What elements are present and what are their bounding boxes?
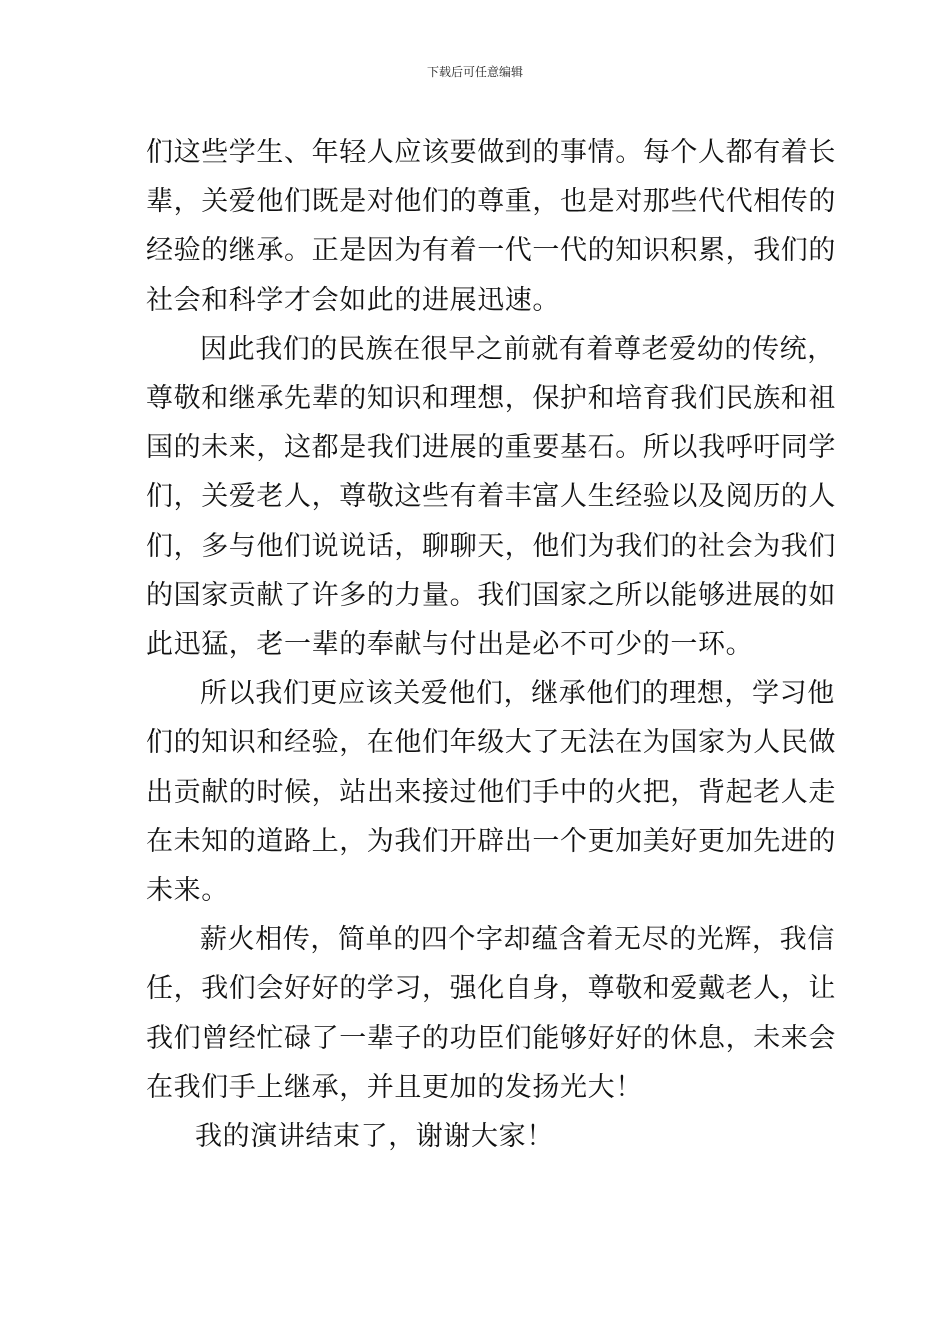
closing-line: 我的演讲结束了，谢谢大家！ <box>195 1121 554 1153</box>
paragraph-start-line: 所以我们更应该关爱他们，继承他们的理想，学习他 <box>200 678 835 710</box>
text-line: 在我们手上继承，并且更加的发扬光大！ <box>146 1071 643 1103</box>
text-line: 尊敬和继承先辈的知识和理想，保护和培育我们民族和祖 <box>146 383 836 415</box>
text-line: 国的未来，这都是我们进展的重要基石。所以我呼吁同学 <box>146 432 836 464</box>
text-line: 经验的继承。正是因为有着一代一代的知识积累，我们的 <box>146 235 836 267</box>
text-line: 们，关爱老人，尊敬这些有着丰富人生经验以及阅历的人 <box>146 481 836 513</box>
paragraph-start-line: 因此我们的民族在很早之前就有着尊老爱幼的传统， <box>200 333 835 365</box>
text-line: 在未知的道路上，为我们开辟出一个更加美好更加先进的 <box>146 825 836 857</box>
paragraph-start-line: 薪火相传，简单的四个字却蕴含着无尽的光辉，我信 <box>200 924 835 956</box>
page-header-note: 下载后可任意编辑 <box>426 65 523 79</box>
text-line: 们这些学生、年轻人应该要做到的事情。每个人都有着长 <box>146 137 836 168</box>
text-line: 出贡献的时候，站出来接过他们手中的火把，背起老人走 <box>146 776 836 808</box>
text-line: 们，多与他们说说话，聊聊天，他们为我们的社会为我们 <box>146 530 836 562</box>
text-line: 社会和科学才会如此的进展迅速。 <box>146 284 560 316</box>
speech-body <box>146 128 836 1161</box>
text-line: 辈，关爱他们既是对他们的尊重，也是对那些代代相传的 <box>146 186 836 218</box>
text-line: 未来。 <box>146 875 229 907</box>
text-line: 我们曾经忙碌了一辈子的功臣们能够好好的休息，未来会 <box>146 1022 836 1054</box>
text-line: 的国家贡献了许多的力量。我们国家之所以能够进展的如 <box>146 579 836 611</box>
text-line: 们的知识和经验，在他们年级大了无法在为国家为人民做 <box>146 727 836 759</box>
text-line: 任，我们会好好的学习，强化自身，尊敬和爱戴老人，让 <box>146 973 836 1005</box>
text-line: 此迅猛，老一辈的奉献与付出是必不可少的一环。 <box>146 629 754 661</box>
